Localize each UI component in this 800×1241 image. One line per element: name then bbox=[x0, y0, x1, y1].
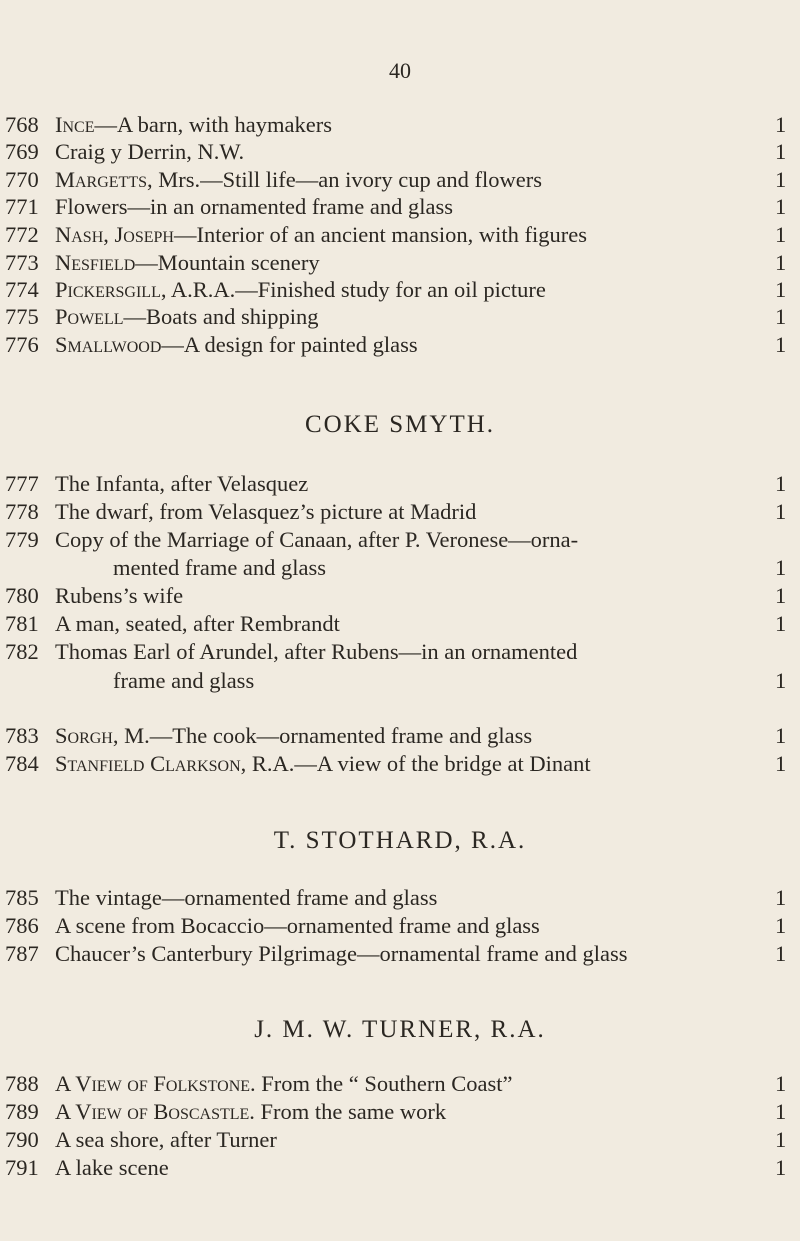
artist-name: Nesfield bbox=[55, 250, 136, 275]
lot-description bbox=[55, 331, 418, 359]
lot-number: 790 bbox=[5, 1127, 39, 1152]
lot-quantity: 1 bbox=[775, 751, 787, 776]
lot-number: 778 bbox=[5, 499, 39, 524]
catalogue-entry bbox=[0, 582, 800, 610]
page-number: 40 bbox=[389, 58, 411, 83]
lot-quantity: 1 bbox=[775, 941, 787, 966]
lot-title: A sea shore, after Turner bbox=[55, 1127, 277, 1152]
artist-name: Pickersgill bbox=[55, 277, 161, 302]
lot-quantity: 1 bbox=[775, 194, 787, 219]
lot-title: —A design for painted glass bbox=[161, 332, 418, 357]
lot-description bbox=[55, 276, 546, 304]
lot-description bbox=[55, 750, 591, 778]
lot-title: , M.—The cook—ornamented frame and glass bbox=[112, 723, 533, 748]
catalogue-entry bbox=[0, 193, 800, 221]
lot-title: , A.R.A.—Finished study for an oil picture bbox=[160, 277, 546, 302]
lot-number: 789 bbox=[5, 1099, 39, 1124]
catalogue-entry bbox=[0, 722, 800, 750]
lot-title: A scene from Bocaccio—ornamented frame and glass bbox=[55, 913, 540, 938]
artist-name: Stanfield Clarkson bbox=[55, 751, 241, 776]
artist-name: Nash, Joseph bbox=[55, 222, 174, 247]
lot-title: The Infanta, after Velasquez bbox=[55, 471, 309, 496]
lot-number: 791 bbox=[5, 1155, 39, 1180]
lot-description bbox=[55, 526, 578, 554]
lot-title: , R.A.—A view of the bridge at Dinant bbox=[240, 751, 591, 776]
lot-description bbox=[55, 303, 319, 331]
lot-description bbox=[55, 1126, 277, 1154]
lot-quantity: 1 bbox=[775, 304, 787, 329]
lot-quantity: 1 bbox=[775, 277, 787, 302]
lot-quantity: 1 bbox=[775, 112, 787, 137]
lot-description bbox=[55, 193, 453, 221]
lot-quantity: 1 bbox=[775, 723, 787, 748]
lot-quantity: 1 bbox=[775, 250, 787, 275]
lot-number: 769 bbox=[5, 139, 39, 164]
catalogue-entry bbox=[0, 526, 800, 554]
lot-quantity: 1 bbox=[775, 139, 787, 164]
lot-number: 773 bbox=[5, 250, 39, 275]
lot-description bbox=[55, 1154, 169, 1182]
lot-number: 784 bbox=[5, 751, 39, 776]
lot-description bbox=[55, 1070, 513, 1098]
lot-title: . From the same work bbox=[249, 1099, 447, 1124]
lot-description bbox=[55, 498, 476, 526]
catalogue-entry bbox=[0, 912, 800, 940]
catalogue-entry bbox=[0, 940, 800, 968]
lot-title: The dwarf, from Velasquez’s picture at Madrid bbox=[55, 499, 477, 524]
catalogue-entry bbox=[0, 498, 800, 526]
catalogue-entry-continuation bbox=[0, 667, 800, 695]
lot-title: —A barn, with haymakers bbox=[94, 112, 332, 137]
artist-name: A View of Boscastle bbox=[55, 1099, 250, 1124]
lot-number: 780 bbox=[5, 583, 39, 608]
lot-quantity: 1 bbox=[775, 668, 787, 693]
lot-quantity: 1 bbox=[775, 611, 787, 636]
catalogue-entry bbox=[0, 276, 800, 304]
lot-description bbox=[55, 166, 542, 194]
lot-title: A man, seated, after Rembrandt bbox=[55, 611, 340, 636]
catalogue-entry bbox=[0, 1126, 800, 1154]
lot-description bbox=[55, 221, 587, 249]
lot-title-continuation: mented frame and glass bbox=[113, 555, 327, 580]
lot-description bbox=[55, 610, 340, 638]
lot-description bbox=[55, 638, 577, 666]
lot-description bbox=[55, 470, 308, 498]
lot-number: 774 bbox=[5, 277, 39, 302]
artist-name: A View of Folkstone bbox=[55, 1071, 251, 1096]
lot-description bbox=[55, 912, 540, 940]
lot-description bbox=[55, 249, 320, 277]
lot-quantity: 1 bbox=[775, 913, 787, 938]
lot-quantity: 1 bbox=[775, 885, 787, 910]
section-heading: T. STOTHARD, R.A. bbox=[273, 827, 527, 854]
lot-number: 781 bbox=[5, 611, 39, 636]
catalogue-entry bbox=[0, 610, 800, 638]
lot-title: The vintage—ornamented frame and glass bbox=[55, 885, 438, 910]
lot-title: . From the “ Southern Coast” bbox=[250, 1071, 513, 1096]
lot-number: 779 bbox=[5, 527, 39, 552]
lot-title: —Interior of an ancient mansion, with figures bbox=[173, 222, 587, 247]
catalogue-entry bbox=[0, 111, 800, 139]
catalogue-entry bbox=[0, 331, 800, 359]
lot-title: Thomas Earl of Arundel, after Rubens—in an ornamented bbox=[55, 639, 578, 664]
catalogue-entry bbox=[0, 638, 800, 666]
lot-quantity: 1 bbox=[775, 222, 787, 247]
catalogue-entry bbox=[0, 303, 800, 331]
catalogue-entry bbox=[0, 470, 800, 498]
lot-number: 785 bbox=[5, 885, 39, 910]
lot-number: 772 bbox=[5, 222, 39, 247]
lot-number: 783 bbox=[5, 723, 39, 748]
artist-name: Ince bbox=[55, 112, 95, 137]
catalogue-entry bbox=[0, 249, 800, 277]
catalogue-entry bbox=[0, 1154, 800, 1182]
lot-number: 768 bbox=[5, 112, 39, 137]
catalogue-entry bbox=[0, 1098, 800, 1126]
lot-quantity: 1 bbox=[775, 471, 787, 496]
lot-quantity: 1 bbox=[775, 167, 787, 192]
lot-description bbox=[55, 884, 437, 912]
section-heading: COKE SMYTH. bbox=[304, 411, 496, 438]
lot-quantity: 1 bbox=[775, 1099, 787, 1124]
lot-number: 776 bbox=[5, 332, 39, 357]
lot-title: Flowers—in an ornamented frame and glass bbox=[55, 194, 454, 219]
lot-number: 782 bbox=[5, 639, 39, 664]
lot-number: 775 bbox=[5, 304, 39, 329]
lot-title: , Mrs.—Still life—an ivory cup and flowers bbox=[147, 167, 542, 192]
lot-title: A lake scene bbox=[55, 1155, 169, 1180]
lot-title-continuation: frame and glass bbox=[113, 668, 255, 693]
lot-quantity: 1 bbox=[775, 1071, 787, 1096]
lot-description bbox=[55, 582, 183, 610]
catalogue-entry bbox=[0, 138, 800, 166]
lot-title: Copy of the Marriage of Canaan, after P. Veronese—orna- bbox=[55, 527, 579, 552]
catalogue-entry bbox=[0, 221, 800, 249]
lot-quantity: 1 bbox=[775, 1127, 787, 1152]
lot-description bbox=[55, 722, 532, 750]
lot-quantity: 1 bbox=[775, 499, 787, 524]
section-heading: J. M. W. TURNER, R.A. bbox=[254, 1016, 546, 1043]
lot-title: Chaucer’s Canterbury Pilgrimage—ornamental frame and glass bbox=[55, 941, 628, 966]
catalogue-entry bbox=[0, 1070, 800, 1098]
lot-title: —Boats and shipping bbox=[123, 304, 319, 329]
catalogue-entry-continuation bbox=[0, 554, 800, 582]
artist-name: Powell bbox=[55, 304, 124, 329]
lot-number: 788 bbox=[5, 1071, 39, 1096]
lot-title: Rubens’s wife bbox=[55, 583, 184, 608]
artist-name: Sorgh bbox=[55, 723, 113, 748]
lot-number: 786 bbox=[5, 913, 39, 938]
lot-description bbox=[55, 1098, 446, 1126]
catalogue-entry bbox=[0, 166, 800, 194]
lot-quantity: 1 bbox=[775, 583, 787, 608]
lot-number: 770 bbox=[5, 167, 39, 192]
lot-description bbox=[55, 138, 244, 166]
lot-quantity: 1 bbox=[775, 332, 787, 357]
artist-name: Smallwood bbox=[55, 332, 162, 357]
catalogue-entry bbox=[0, 884, 800, 912]
lot-quantity: 1 bbox=[775, 555, 787, 580]
lot-number: 787 bbox=[5, 941, 39, 966]
lot-title: Craig y Derrin, N.W. bbox=[55, 139, 245, 164]
lot-description bbox=[55, 940, 628, 968]
lot-number: 777 bbox=[5, 471, 39, 496]
lot-quantity: 1 bbox=[775, 1155, 787, 1180]
catalogue-entry bbox=[0, 750, 800, 778]
lot-title: —Mountain scenery bbox=[135, 250, 320, 275]
lot-number: 771 bbox=[5, 194, 39, 219]
lot-description bbox=[55, 111, 332, 139]
artist-name: Margetts bbox=[55, 167, 148, 192]
